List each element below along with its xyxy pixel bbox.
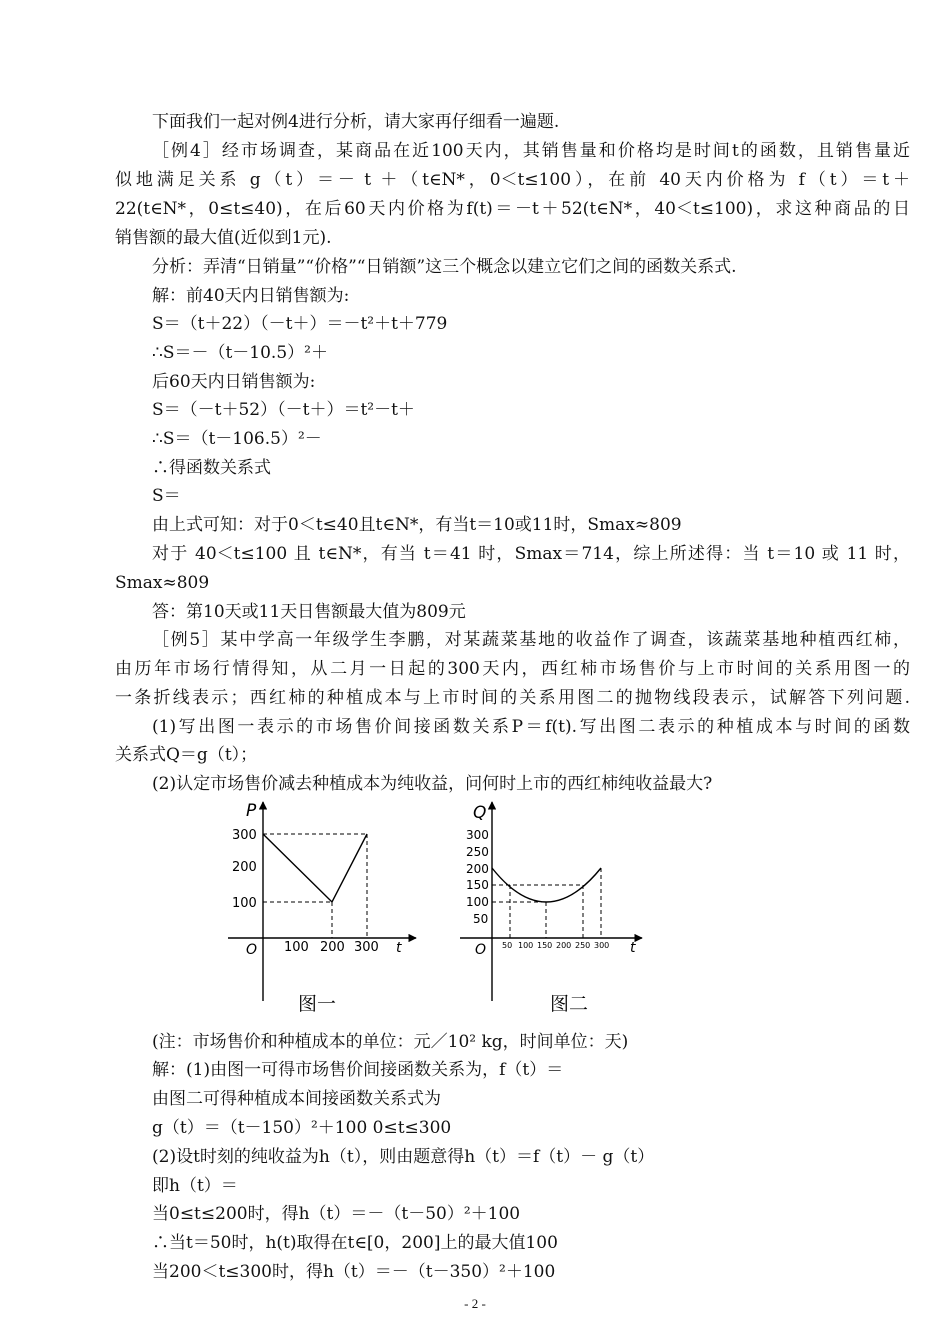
chart2-x-label: t (630, 940, 636, 956)
text-line-33: 当200＜t≤300时，得h（t）＝－（t－350）²＋100 (152, 1262, 556, 1282)
text-line-19: ［例5］某中学高一年级学生李鹏，对某蔬菜基地的收益作了调查，该蔬菜基地种植西红柿， (152, 630, 910, 650)
page-number: - 2 - (464, 1296, 486, 1311)
chart2-y-tick-250: 250 (466, 845, 489, 859)
chart1-caption: 图一 (298, 993, 337, 1015)
chart2-y-tick-200: 200 (466, 862, 489, 876)
text-line-23: 关系式Q＝g（t）； (115, 745, 258, 765)
text-line-17: Smax≈809 (115, 573, 210, 593)
text-line-1: 下面我们一起对例4进行分析，请大家再仔细看一遍题. (152, 112, 560, 132)
chart2-y-tick-100: 100 (466, 895, 489, 909)
text-line-13: ∴得函数关系式 (152, 458, 271, 478)
chart2-x-tick-50: 50 (502, 941, 513, 950)
text-line-4: 22(t∈N*，0≤t≤40)，在后60天内价格为f(t)＝－t＋52(t∈N*，40＜t≤100)，求这种商品的日 (115, 199, 910, 219)
text-line-25: (注：市场售价和种植成本的单位：元／10² kg，时间单位：天) (152, 1032, 629, 1052)
chart1-x-tick-200: 200 (320, 940, 345, 955)
chart1-x-label: t (396, 940, 402, 956)
text-line-18: 答：第10天或11天日售额最大值为809元 (152, 602, 466, 622)
chart2-x-tick-250: 250 (575, 941, 591, 950)
text-line-31: 当0≤t≤200时，得h（t）＝－（t－50）²＋100 (152, 1204, 521, 1224)
chart2-x-tick-150: 150 (537, 941, 553, 950)
text-line-29: (2)设t时刻的纯收益为h（t），则由题意得h（t）＝f（t）－ g（t） (152, 1147, 655, 1167)
chart2-y-label: Q (473, 803, 487, 823)
chart1-y-tick-300: 300 (232, 828, 257, 843)
chart-1 (228, 801, 416, 1015)
chart1-y-label: P (246, 801, 257, 821)
text-line-11: S＝（－t＋52）（－t＋）＝t²－t＋ (152, 400, 415, 420)
text-line-7: 解：前40天内日销售额为: (152, 286, 350, 306)
chart1-y-tick-100: 100 (232, 896, 257, 911)
chart2-x-tick-100: 100 (518, 941, 534, 950)
text-line-27: 由图二可得种植成本间接函数关系式为 (152, 1089, 441, 1109)
text-line-12: ∴S＝（t－106.5）²－ (152, 429, 322, 449)
text-line-20: 由历年市场行情得知，从二月一日起的300天内，西红柿市场售价与上市时间的关系用图一的 (115, 659, 910, 679)
chart1-price-line (263, 834, 367, 902)
chart2-x-tick-300: 300 (594, 941, 610, 950)
chart1-x-tick-300: 300 (354, 940, 379, 955)
chart2-y-tick-50: 50 (473, 912, 489, 926)
chart2-origin: O (475, 942, 487, 958)
text-line-28: g（t）＝（t－150）²＋100 0≤t≤300 (152, 1118, 452, 1138)
text-line-26: 解：(1)由图一可得市场售价间接函数关系为，f（t）＝ (152, 1060, 564, 1080)
chart1-y-tick-200: 200 (232, 860, 257, 875)
chart2-x-tick-200: 200 (556, 941, 572, 950)
chart2-y-tick-150: 150 (466, 878, 489, 892)
example5-figure (228, 796, 648, 1016)
text-line-9: ∴S＝－（t－10.5）²＋ (152, 343, 328, 363)
chart2-caption: 图二 (550, 993, 589, 1015)
text-line-16: 对于 40＜t≤100 且 t∈N*，有当 t＝41 时，Smax＝714，综上所述得：当 t＝10 或 11 时， (152, 544, 910, 564)
chart1-origin: O (246, 942, 258, 958)
text-line-6: 分析：弄清“日销量”“价格”“日销额”这三个概念以建立它们之间的函数关系式. (152, 257, 737, 277)
chart2-cost-parabola (492, 868, 601, 902)
text-line-24: (2)认定市场售价减去种植成本为纯收益，问何时上市的西红柿纯收益最大? (152, 774, 713, 794)
text-line-22: (1)写出图一表示的市场售价间接函数关系P＝f(t).写出图二表示的种植成本与时间的函数 (152, 717, 910, 737)
text-line-2: ［例4］经市场调查，某商品在近100天内，其销售量和价格均是时间t的函数，且销售量近 (152, 141, 910, 161)
text-line-15: 由上式可知：对于0＜t≤40且t∈N*，有当t＝10或11时，Smax≈809 (152, 515, 682, 535)
chart2-y-tick-300: 300 (466, 828, 489, 842)
text-line-10: 后60天内日销售额为: (152, 372, 316, 392)
text-line-5: 销售额的最大值(近似到1元). (115, 228, 332, 248)
chart1-x-tick-100: 100 (284, 940, 309, 955)
text-line-21: 一条折线表示；西红柿的种植成本与上市时间的关系用图二的抛物线段表示，试解答下列问题. (115, 688, 910, 708)
text-line-30: 即h（t）＝ (152, 1176, 238, 1196)
chart-2 (460, 802, 642, 1015)
text-line-3: 似地满足关系 g（t）＝－ t ＋（t∈N*，0＜t≤100），在前 40天内价格为 f（t）＝t＋ (115, 170, 910, 190)
text-line-32: ∴当t＝50时，h(t)取得在t∈[0，200]上的最大值100 (152, 1233, 558, 1253)
text-line-8: S＝（t＋22）（－t＋）＝－t²＋t＋779 (152, 314, 448, 334)
text-line-14: S＝ (152, 486, 181, 506)
